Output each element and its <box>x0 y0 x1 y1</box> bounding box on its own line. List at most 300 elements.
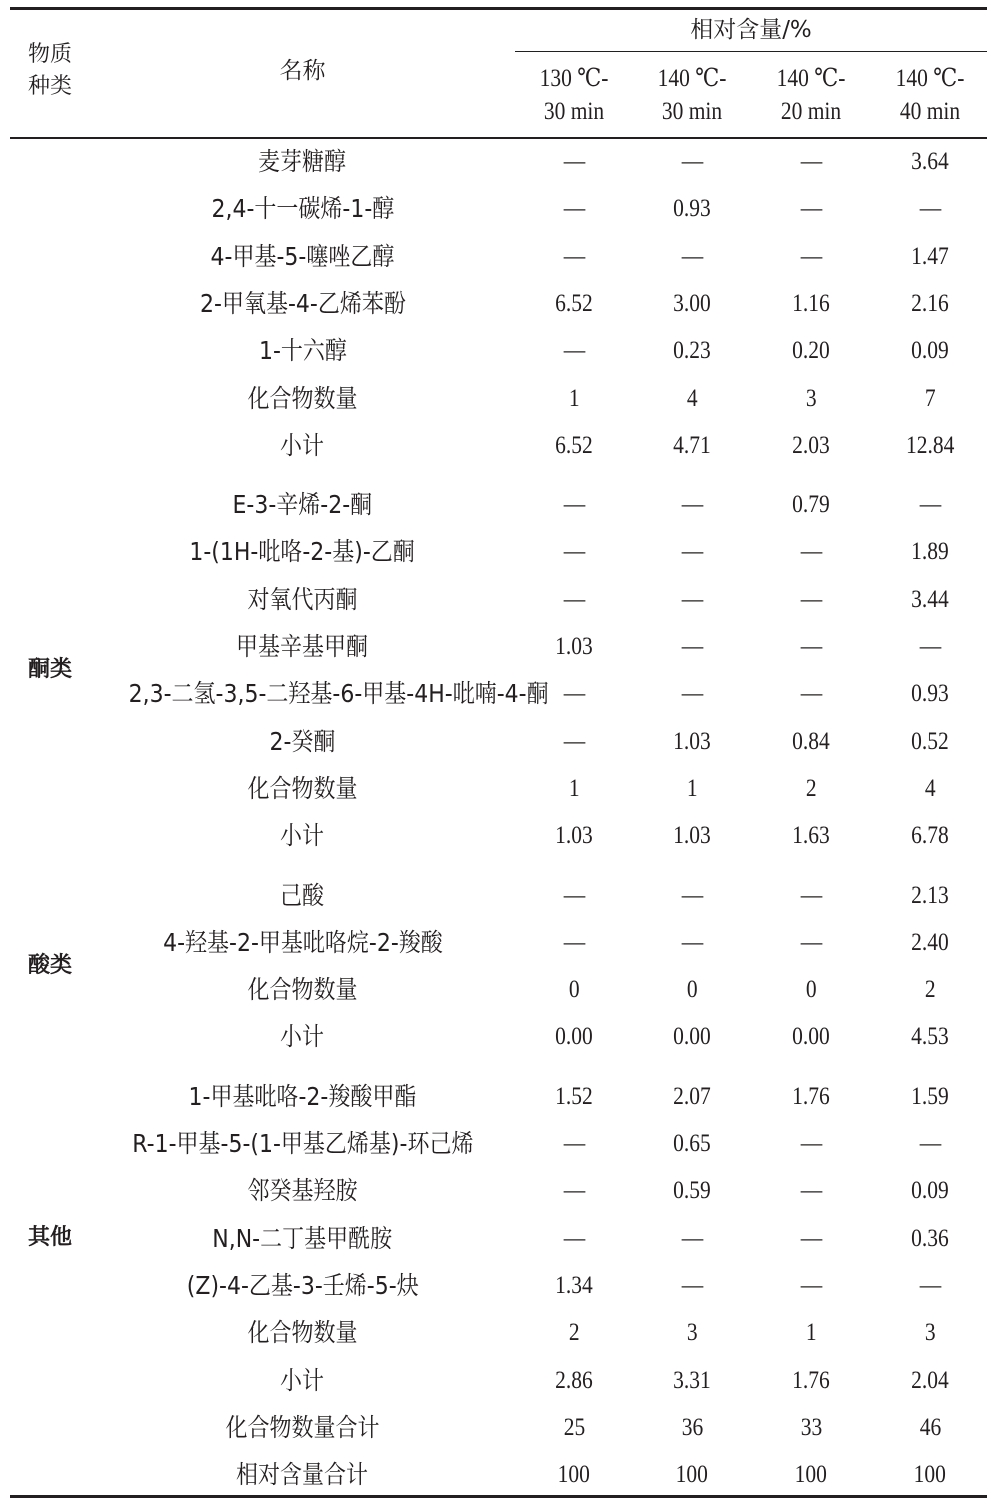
compound-name <box>100 670 549 717</box>
condition-time: 30 min <box>661 98 723 125</box>
value-cell <box>515 481 633 528</box>
compound-name-text: 小计 <box>280 1365 325 1395</box>
value-cell <box>871 1309 989 1356</box>
value-cell <box>515 138 633 185</box>
value-text: 0.00 <box>673 1023 711 1051</box>
value-text: 0.36 <box>911 1224 949 1252</box>
value-cell <box>515 670 633 717</box>
value-cell <box>871 327 989 374</box>
value-text: — <box>563 727 585 755</box>
value-text: — <box>800 1177 822 1205</box>
compound-name <box>100 422 505 469</box>
compound-name <box>100 1262 505 1309</box>
value-text: 1 <box>686 774 698 802</box>
table-row <box>0 1167 997 1214</box>
compound-name-text: 4-甲基-5-噻唑乙醇 <box>210 241 395 271</box>
value-cell <box>752 872 870 919</box>
compound-name <box>100 872 505 919</box>
compound-name-text: E-3-辛烯-2-酮 <box>232 490 373 520</box>
value-text: 6.78 <box>911 822 949 850</box>
value-cell <box>871 1013 989 1060</box>
value-text: — <box>800 881 822 909</box>
table-row <box>0 1120 997 1167</box>
value-cell <box>871 765 989 812</box>
compound-name-text: 对氧代丙酮 <box>247 584 358 614</box>
compound-name <box>100 1404 505 1451</box>
value-text: 0 <box>686 976 698 1004</box>
table-row <box>0 670 997 717</box>
value-cell <box>633 1309 751 1356</box>
value-cell <box>515 919 633 966</box>
compound-name-text: N,N-二丁基甲酰胺 <box>212 1223 393 1253</box>
value-text: 4 <box>686 384 698 412</box>
value-text: 2.03 <box>792 431 830 459</box>
value-cell <box>633 1451 751 1498</box>
value-cell <box>633 765 751 812</box>
value-cell <box>871 812 989 859</box>
value-text: 3 <box>924 1319 936 1347</box>
table-row <box>0 1309 997 1356</box>
value-cell <box>633 233 751 280</box>
value-text: — <box>563 337 585 365</box>
value-text: — <box>800 538 822 566</box>
compound-name <box>100 138 505 185</box>
table-row <box>0 1013 997 1060</box>
value-text: — <box>919 195 941 223</box>
table-row <box>0 233 997 280</box>
value-text: 2.40 <box>911 928 949 956</box>
value-text: — <box>800 242 822 270</box>
value-text: 1 <box>568 384 580 412</box>
value-cell <box>515 812 633 859</box>
value-text: 1.89 <box>911 538 949 566</box>
value-cell <box>752 1357 870 1404</box>
compound-name-text: 2,3-二氢-3,5-二羟基-6-甲基-4H-吡喃-4-酮 <box>128 679 549 709</box>
value-text: 1.03 <box>555 822 593 850</box>
table-row <box>0 576 997 623</box>
value-text: 0.23 <box>673 337 711 365</box>
value-text: 1.76 <box>792 1366 830 1394</box>
value-text: — <box>800 928 822 956</box>
value-cell <box>633 872 751 919</box>
value-text: — <box>563 1177 585 1205</box>
value-text: 4.71 <box>673 431 711 459</box>
value-text: — <box>681 148 703 175</box>
compound-name-text: R-1-甲基-5-(1-甲基乙烯基)-环己烯 <box>131 1129 474 1158</box>
relative-content-header: 相对含量/% <box>690 17 812 43</box>
value-text: — <box>681 881 703 909</box>
category-label: 酮类 <box>27 657 72 683</box>
compound-name <box>100 185 505 232</box>
value-text: 0.59 <box>673 1177 711 1205</box>
value-text: 0.09 <box>911 1177 949 1205</box>
table-row <box>0 375 997 422</box>
compound-name <box>100 1357 505 1404</box>
condition-temp: 140 ℃- <box>776 65 846 92</box>
value-cell <box>871 422 989 469</box>
compound-name <box>100 280 505 327</box>
value-cell <box>752 919 870 966</box>
value-text: — <box>800 1130 822 1157</box>
value-cell <box>871 185 989 232</box>
value-cell <box>871 528 989 575</box>
value-cell <box>633 138 751 185</box>
value-cell <box>633 280 751 327</box>
value-text: 12.84 <box>905 431 955 459</box>
table-row <box>0 872 997 919</box>
value-cell <box>515 1404 633 1451</box>
table-row <box>0 528 997 575</box>
value-text: 7 <box>924 384 936 412</box>
table-row <box>0 1073 997 1120</box>
value-cell <box>752 528 870 575</box>
value-cell <box>515 422 633 469</box>
value-text: 0.93 <box>911 680 949 708</box>
compound-name <box>100 623 505 670</box>
compound-name <box>100 1073 505 1120</box>
value-cell <box>871 138 989 185</box>
table-row <box>0 765 997 812</box>
value-cell <box>752 718 870 765</box>
table-row <box>0 812 997 859</box>
compound-name-text: 1-十六醇 <box>258 336 347 366</box>
value-text: 2.04 <box>911 1366 949 1394</box>
value-cell <box>633 670 751 717</box>
value-text: 0.65 <box>673 1130 711 1157</box>
value-text: 100 <box>557 1461 591 1489</box>
value-text: 3.64 <box>911 148 949 175</box>
table-row <box>0 1215 997 1262</box>
value-text: 2.07 <box>673 1082 711 1110</box>
value-cell <box>871 1073 989 1120</box>
compound-name <box>100 327 505 374</box>
value-cell <box>871 1404 989 1451</box>
name-column-header: 名称 <box>279 58 326 84</box>
value-cell <box>752 812 870 859</box>
value-text: 1 <box>805 1319 817 1347</box>
compound-name <box>100 966 505 1013</box>
value-text: 0.84 <box>792 727 830 755</box>
value-cell <box>633 1404 751 1451</box>
compound-name <box>100 1013 505 1060</box>
compound-name-text: (Z)-4-乙基-3-壬烯-5-炔 <box>186 1270 419 1300</box>
compound-name <box>100 233 505 280</box>
value-text: 2 <box>568 1319 580 1347</box>
value-text: — <box>800 148 822 175</box>
value-text: — <box>563 148 585 175</box>
value-text: — <box>563 195 585 223</box>
category-label: 酸类 <box>27 953 72 979</box>
value-cell <box>752 1013 870 1060</box>
value-cell <box>871 1451 989 1498</box>
value-text: 3.00 <box>673 289 711 317</box>
value-cell <box>752 233 870 280</box>
value-cell <box>871 1357 989 1404</box>
compound-name-text: 甲基辛基甲酮 <box>236 632 369 661</box>
value-cell <box>871 966 989 1013</box>
compound-name-text: 2-癸酮 <box>269 726 336 756</box>
value-cell <box>871 1120 989 1167</box>
value-text: — <box>800 585 822 613</box>
value-cell <box>633 1120 751 1167</box>
value-text: 100 <box>913 1461 947 1489</box>
compound-name-text: 2,4-十一碳烯-1-醇 <box>211 194 394 224</box>
condition-time: 40 min <box>899 98 961 125</box>
condition-time: 20 min <box>780 98 842 125</box>
compound-name <box>100 1120 505 1167</box>
value-cell <box>633 185 751 232</box>
value-text: 46 <box>919 1413 941 1441</box>
value-cell <box>515 1167 633 1214</box>
value-cell <box>515 718 633 765</box>
value-cell <box>752 1262 870 1309</box>
value-cell <box>752 422 870 469</box>
value-text: 1.59 <box>911 1082 949 1110</box>
compound-name-text: 小计 <box>280 1022 325 1052</box>
compound-name-text: 化合物数量 <box>247 383 358 413</box>
value-cell <box>871 670 989 717</box>
value-cell <box>752 375 870 422</box>
value-text: — <box>563 881 585 909</box>
value-cell <box>871 280 989 327</box>
value-cell <box>633 1073 751 1120</box>
value-cell <box>633 1167 751 1214</box>
value-text: 36 <box>681 1413 703 1441</box>
value-cell <box>515 327 633 374</box>
value-cell <box>752 1167 870 1214</box>
value-cell <box>871 481 989 528</box>
value-cell <box>633 375 751 422</box>
value-text: 3 <box>686 1319 698 1347</box>
value-cell <box>515 1309 633 1356</box>
value-text: 1.47 <box>911 242 949 270</box>
value-cell <box>515 966 633 1013</box>
value-cell <box>515 872 633 919</box>
table-row <box>0 919 997 966</box>
condition-header-4 <box>879 62 980 128</box>
value-text: 1.03 <box>555 633 593 660</box>
value-text: 1.63 <box>792 822 830 850</box>
value-text: 1.52 <box>555 1082 593 1110</box>
value-text: — <box>800 633 822 660</box>
table-row <box>0 185 997 232</box>
value-text: 6.52 <box>555 431 593 459</box>
value-text: — <box>681 491 703 519</box>
value-cell <box>752 623 870 670</box>
value-cell <box>752 576 870 623</box>
compound-name-text: 化合物数量合计 <box>225 1412 380 1442</box>
table-row <box>0 327 997 374</box>
value-text: 0.09 <box>911 337 949 365</box>
compound-name-text: 邻癸基羟胺 <box>247 1176 358 1206</box>
value-cell <box>515 1013 633 1060</box>
value-text: 1.03 <box>673 822 711 850</box>
category-label: 其他 <box>27 1225 72 1251</box>
compound-name-text: 相对含量合计 <box>236 1460 369 1490</box>
value-cell <box>752 1073 870 1120</box>
value-text: 33 <box>800 1413 822 1441</box>
compound-name <box>100 1167 505 1214</box>
value-cell <box>633 718 751 765</box>
value-text: 2.13 <box>911 881 949 909</box>
value-cell <box>752 138 870 185</box>
value-cell <box>871 1167 989 1214</box>
compound-name <box>100 765 505 812</box>
value-text: — <box>681 1271 703 1299</box>
value-cell <box>515 1357 633 1404</box>
value-text: 6.52 <box>555 289 593 317</box>
value-text: — <box>919 491 941 519</box>
value-cell <box>752 765 870 812</box>
value-text: 0.52 <box>911 727 949 755</box>
value-text: — <box>563 680 585 708</box>
value-cell <box>752 1120 870 1167</box>
value-cell <box>633 327 751 374</box>
condition-time: 30 min <box>543 98 605 125</box>
value-cell <box>515 1451 633 1498</box>
value-text: 0 <box>568 976 580 1004</box>
value-cell <box>515 375 633 422</box>
value-cell <box>752 280 870 327</box>
value-text: 2 <box>805 774 817 802</box>
table-row <box>0 1357 997 1404</box>
condition-header-2 <box>641 62 742 128</box>
table-row <box>0 422 997 469</box>
compound-name <box>100 812 505 859</box>
value-text: 4 <box>924 774 936 802</box>
value-text: 0.20 <box>792 337 830 365</box>
table-top-rule <box>10 7 987 10</box>
compound-name <box>100 375 505 422</box>
table-row <box>0 1404 997 1451</box>
value-text: — <box>563 538 585 566</box>
compound-name <box>100 1451 505 1498</box>
value-cell <box>515 765 633 812</box>
value-text: — <box>681 1224 703 1252</box>
value-text: 1.03 <box>673 727 711 755</box>
value-text: — <box>563 928 585 956</box>
value-cell <box>752 481 870 528</box>
compound-name-text: 化合物数量 <box>247 1318 358 1348</box>
value-cell <box>633 528 751 575</box>
value-cell <box>515 623 633 670</box>
value-cell <box>752 1451 870 1498</box>
table-row <box>0 1262 997 1309</box>
compound-name <box>100 528 505 575</box>
compound-name-text: 己酸 <box>280 880 325 910</box>
value-text: — <box>800 1271 822 1299</box>
table-row <box>0 138 997 185</box>
value-cell <box>871 576 989 623</box>
value-text: — <box>681 538 703 566</box>
value-cell <box>871 1262 989 1309</box>
value-cell <box>871 718 989 765</box>
table-row <box>0 718 997 765</box>
table-row <box>0 966 997 1013</box>
compound-name <box>100 481 505 528</box>
value-text: — <box>681 633 703 660</box>
table-row <box>0 280 997 327</box>
category-header-line1: 物质 <box>27 42 72 67</box>
table-row <box>0 623 997 670</box>
value-text: — <box>563 1224 585 1252</box>
compound-name-text: 小计 <box>280 430 325 460</box>
value-text: — <box>919 1271 941 1299</box>
value-text: 1.16 <box>792 289 830 317</box>
value-cell <box>633 623 751 670</box>
value-cell <box>515 185 633 232</box>
value-text: — <box>563 585 585 613</box>
value-text: 3.31 <box>673 1366 711 1394</box>
value-text: 100 <box>794 1461 828 1489</box>
value-text: — <box>681 680 703 708</box>
compound-name-text: 麦芽糖醇 <box>258 147 347 176</box>
value-text: — <box>800 195 822 223</box>
compound-name-text: 化合物数量 <box>247 975 358 1005</box>
value-text: 0.93 <box>673 195 711 223</box>
value-cell <box>752 1215 870 1262</box>
value-text: 2.16 <box>911 289 949 317</box>
compound-name <box>100 718 505 765</box>
value-cell <box>752 1309 870 1356</box>
compound-name-text: 1-甲基吡咯-2-羧酸甲酯 <box>188 1081 417 1111</box>
condition-temp: 130 ℃- <box>539 65 609 92</box>
table-row <box>0 1451 997 1498</box>
value-cell <box>752 327 870 374</box>
value-cell <box>633 966 751 1013</box>
value-text: — <box>800 680 822 708</box>
value-text: — <box>563 1130 585 1157</box>
value-text: — <box>563 491 585 519</box>
value-cell <box>515 1120 633 1167</box>
category-header-line2: 种类 <box>27 74 72 99</box>
condition-header-1 <box>523 62 624 128</box>
header-group-rule <box>515 51 987 52</box>
value-text: — <box>681 242 703 270</box>
value-text: — <box>681 585 703 613</box>
value-text: 3.44 <box>911 585 949 613</box>
value-cell <box>515 1073 633 1120</box>
value-text: — <box>681 928 703 956</box>
compound-name <box>100 576 505 623</box>
value-text: 25 <box>563 1413 585 1441</box>
value-text: — <box>919 1130 941 1157</box>
value-cell <box>752 1404 870 1451</box>
value-cell <box>515 280 633 327</box>
compound-name-text: 2-甲氧基-4-乙烯苯酚 <box>199 288 406 318</box>
value-text: 0 <box>805 976 817 1004</box>
value-cell <box>515 528 633 575</box>
value-cell <box>633 812 751 859</box>
compound-name-text: 小计 <box>280 821 325 851</box>
compound-name <box>100 1309 505 1356</box>
value-text: 1.76 <box>792 1082 830 1110</box>
value-cell <box>633 1215 751 1262</box>
value-cell <box>871 233 989 280</box>
value-cell <box>633 1262 751 1309</box>
value-cell <box>752 966 870 1013</box>
value-text: 1 <box>568 774 580 802</box>
value-cell <box>633 422 751 469</box>
value-text: — <box>563 242 585 270</box>
value-text: 2 <box>924 976 936 1004</box>
value-cell <box>633 1357 751 1404</box>
compound-name-text: 化合物数量 <box>247 773 358 803</box>
value-cell <box>633 576 751 623</box>
value-cell <box>752 185 870 232</box>
value-cell <box>871 623 989 670</box>
condition-temp: 140 ℃- <box>657 65 727 92</box>
